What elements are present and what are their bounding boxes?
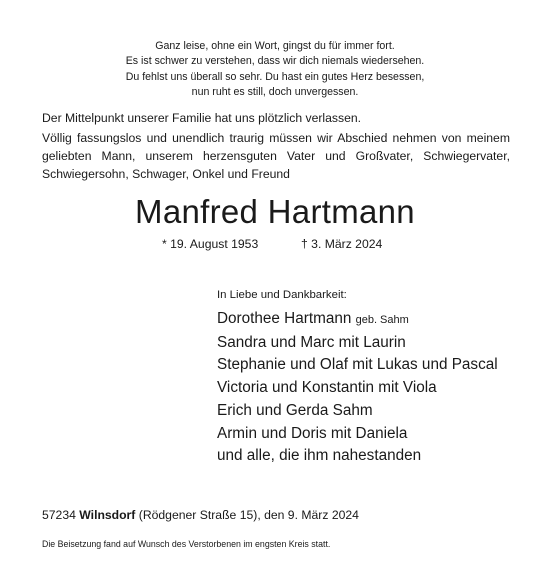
mourner-widow-maiden-name: geb. Sahm [355, 314, 409, 326]
deceased-name: Manfred Hartmann [135, 193, 415, 230]
mourner-line: Erich und Gerda Sahm [217, 401, 373, 419]
intro-text [42, 109, 510, 183]
mourner-line: und alle, die ihm nahestanden [217, 447, 422, 465]
poem-line: Du fehlst uns überall so sehr. Du hast ein gutes Herz besessen, [125, 70, 425, 83]
intro-first-paragraph: Der Mittelpunkt unserer Familie hat uns plötzlich verlassen. [42, 111, 362, 125]
city-name: Wilnsdorf [79, 508, 136, 522]
mourner-line: Stephanie und Olaf mit Lukas und Pascal [217, 356, 498, 374]
mourner-line: Victoria und Konstantin mit Viola [217, 379, 437, 397]
birth-date: * 19. August 1953 [162, 237, 259, 251]
mourner-widow-name: Dorothee Hartmann [217, 310, 352, 327]
address-date: (Rödgener Straße 15), den 9. März 2024 [138, 508, 359, 522]
mourner-line [217, 308, 498, 332]
postal-code: 57234 [42, 508, 76, 522]
poem [0, 39, 550, 101]
mourners-list [217, 308, 498, 468]
mourner-line: Sandra und Marc mit Laurin [217, 333, 406, 351]
death-date: † 3. März 2024 [301, 237, 383, 251]
poem-line: nun ruht es still, doch unvergessen. [191, 86, 359, 99]
intro-second-paragraph: Völlig fassungslos und unendlich traurig müssen wir Abschied nehmen von meinem geliebten Mann, unserem herzensguten Vater und Großvater, Schwiegervater, Schwiegersohn, Schwager, Onkel und Freund [42, 131, 510, 181]
mourner-line: Armin und Doris mit Daniela [217, 424, 408, 442]
mourners-heading: In Liebe und Dankbarkeit: [217, 289, 347, 301]
location-date-line [42, 507, 359, 523]
funeral-notice: Die Beisetzung fand auf Wunsch des Verstorbenen im engsten Kreis statt. [42, 539, 331, 549]
poem-line: Ganz leise, ohne ein Wort, gingst du für immer fort. [155, 40, 395, 52]
poem-line: Es ist schwer zu verstehen, dass wir dich niemals wiedersehen. [125, 55, 425, 68]
